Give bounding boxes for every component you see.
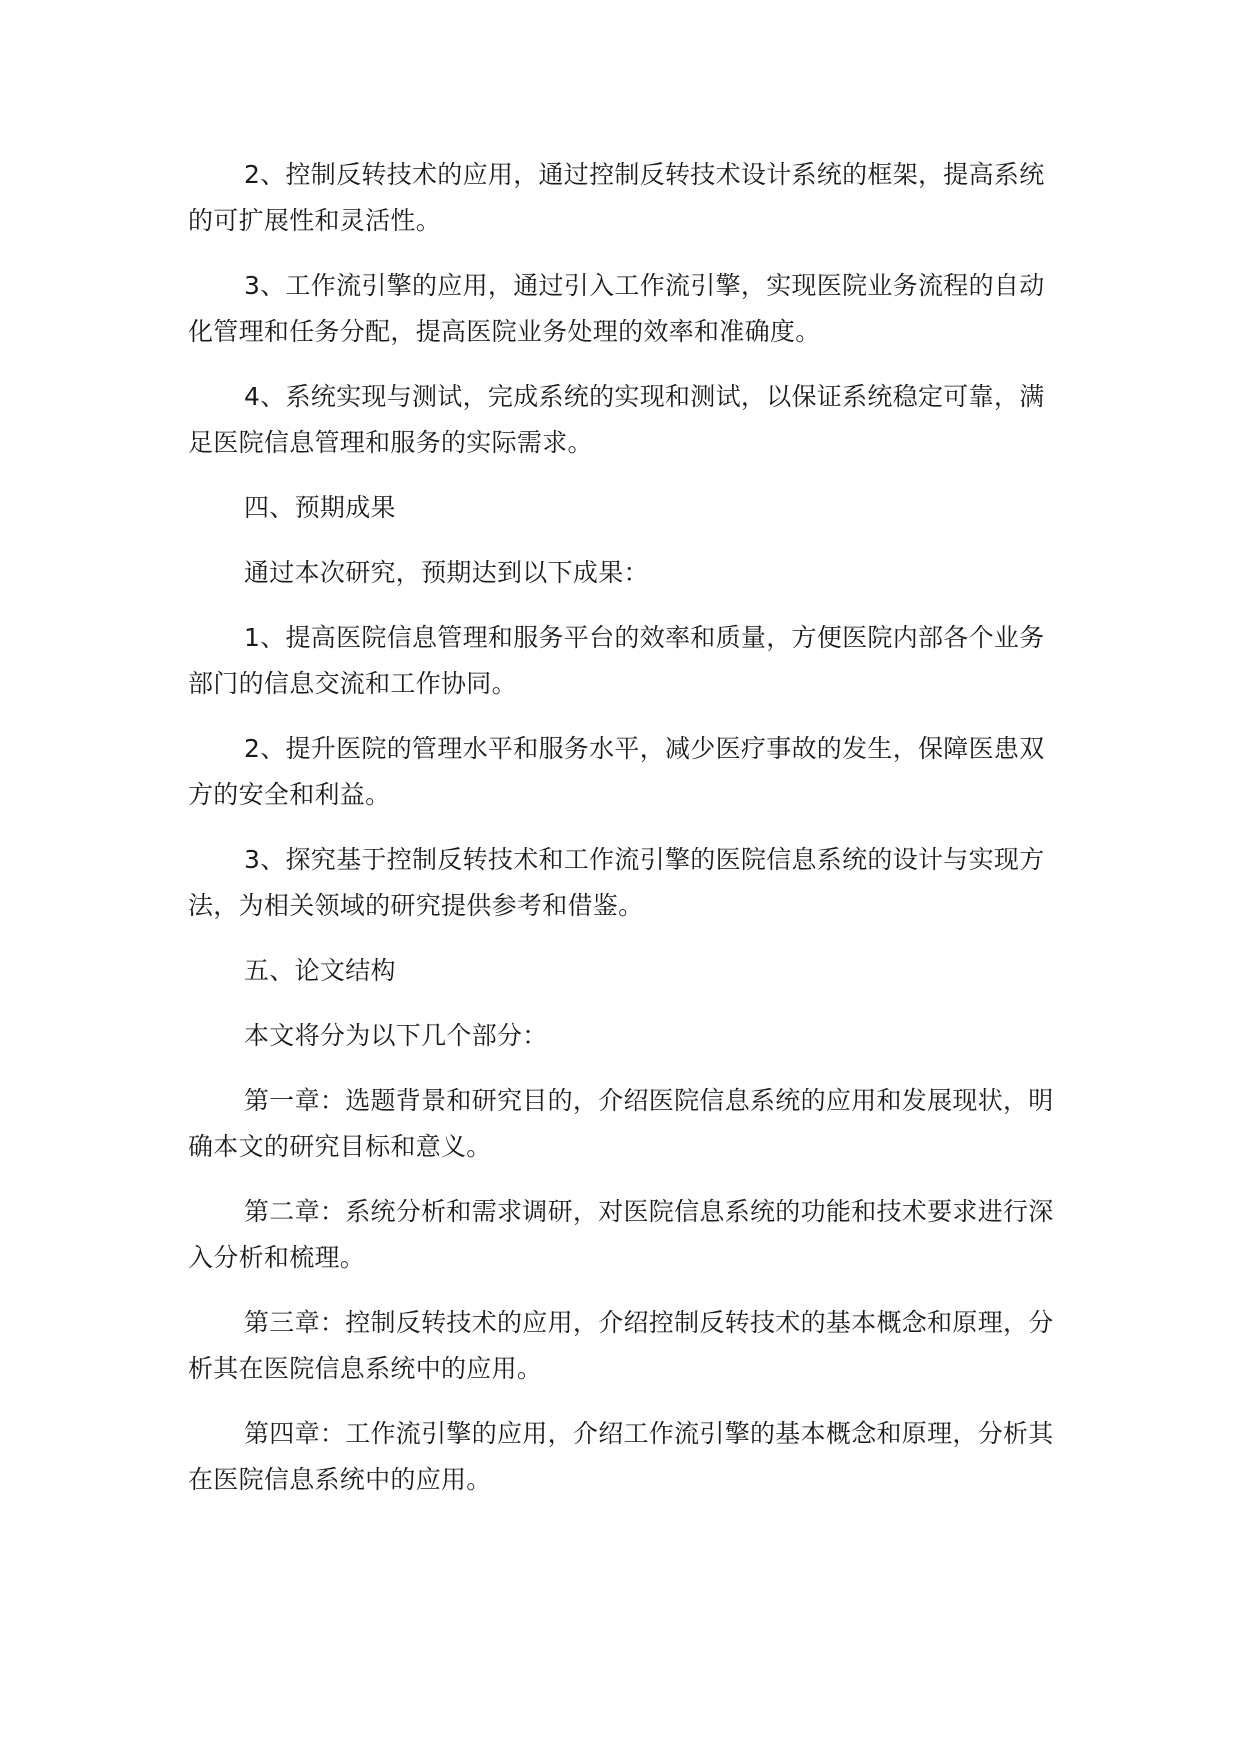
document-body (188, 152, 1068, 1522)
paragraph-chapter-2: 第二章：系统分析和需求调研，对医院信息系统的功能和技术要求进行深入分析和梳理。 (188, 1197, 1054, 1272)
section-heading-expected-results: 四、预期成果 (244, 493, 396, 522)
paragraph-structure-intro: 本文将分为以下几个部分： (244, 1021, 548, 1050)
paragraph-chapter-3: 第三章：控制反转技术的应用，介绍控制反转技术的基本概念和原理，分析其在医院信息系统中的应用。 (188, 1308, 1054, 1383)
paragraph-objective-4: 4、系统实现与测试，完成系统的实现和测试，以保证系统稳定可靠，满足医院信息管理和服务的实际需求。 (188, 382, 1045, 457)
paragraph-objective-2: 2、控制反转技术的应用，通过控制反转技术设计系统的框架，提高系统的可扩展性和灵活性。 (188, 160, 1045, 235)
section-heading-thesis-structure: 五、论文结构 (244, 956, 396, 985)
paragraph-result-2: 2、提升医院的管理水平和服务水平，减少医疗事故的发生，保障医患双方的安全和利益。 (188, 734, 1045, 809)
paragraph-objective-3: 3、工作流引擎的应用，通过引入工作流引擎，实现医院业务流程的自动化管理和任务分配，提高医院业务处理的效率和准确度。 (188, 271, 1045, 346)
paragraph-chapter-1: 第一章：选题背景和研究目的，介绍医院信息系统的应用和发展现状，明确本文的研究目标和意义。 (188, 1086, 1054, 1161)
paragraph-result-3: 3、探究基于控制反转技术和工作流引擎的医院信息系统的设计与实现方法，为相关领域的研究提供参考和借鉴。 (188, 845, 1045, 920)
paragraph-result-1: 1、提高医院信息管理和服务平台的效率和质量，方便医院内部各个业务部门的信息交流和工作协同。 (188, 623, 1045, 698)
paragraph-chapter-4: 第四章：工作流引擎的应用，介绍工作流引擎的基本概念和原理，分析其在医院信息系统中的应用。 (188, 1419, 1054, 1494)
paragraph-results-intro: 通过本次研究，预期达到以下成果： (244, 558, 649, 587)
